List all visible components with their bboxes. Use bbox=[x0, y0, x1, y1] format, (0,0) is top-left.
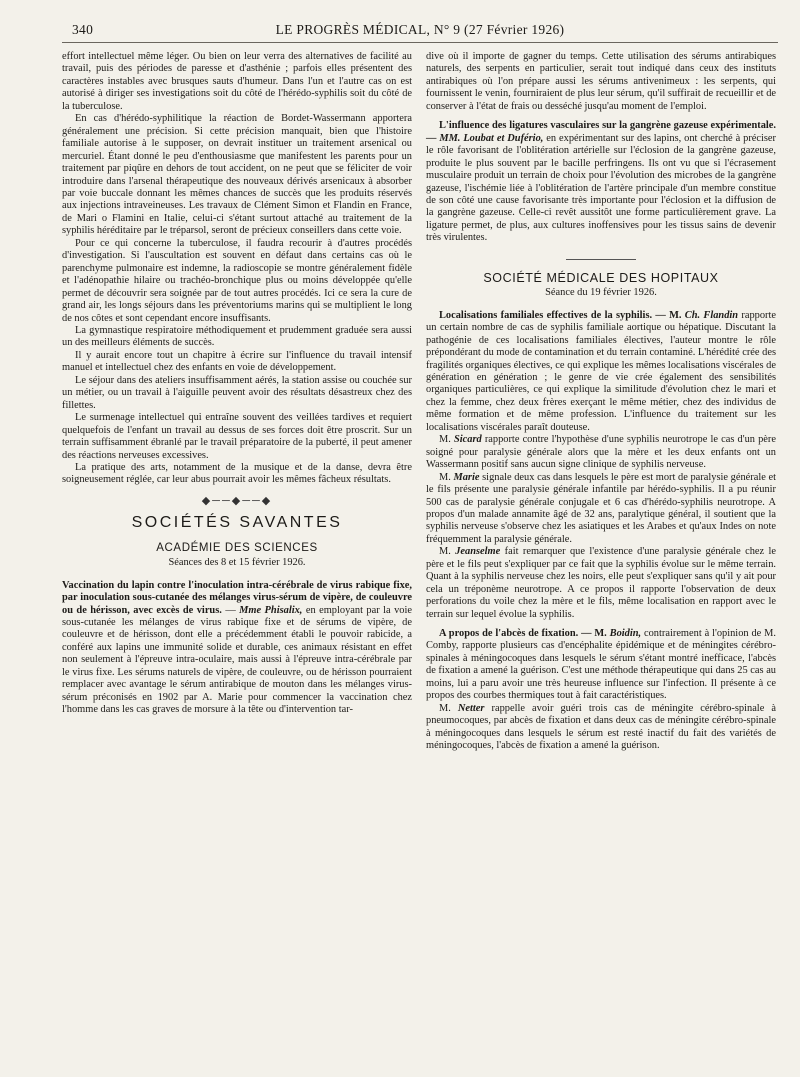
abstract-body: contrairement à l'opinion de M. Comby, rapporte plusieurs cas d'encéphalite épidémique et de méningites cérébro-spinales à méningocoques dans lesquels le sérum s'étant montré inefficace, l'abcès de fixation a amené la guérison. C'est une méthode thérapeutique qui dans 25 cas au moins, lui a paru avoir une très heureuse influence sur l'infection. Il présente à ce propos des courbes thermiques tout à fait caractéristiques. bbox=[426, 628, 776, 702]
abstract-body: fait remarquer que l'existence d'une paralysie générale chez le père et le fils peut s'expliquer par ce fait que la syphilis évolue sur le même terrain. Quant à la syphilis nerveuse chez les noirs, elle peut s'expliquer sans qu'il y ait pour cela un tréponème neurotrope. A ce propos il rapporte l'observation de deux perforations du voile chez la mère et le fils, même localisation en rapport avec le terrain sur lequel évolue la syphilis. bbox=[426, 546, 776, 620]
author-name: Mme Phisalix, bbox=[239, 604, 303, 616]
abstract-marie: M. Marie signale deux cas dans lesquels le père est mort de paralysie générale et le fils présente une paralysie générale infantile par hérédo-syphilis. Il a pu réunir 500 cas de paralysie générale conjugale et 6 cas d'hérédo-syphilis neurotrope. A propos d'un malade annamite âgé de 32 ans, paralytique général, il soutient que la syphilis nerveuse s'observe chez les asiatiques et les Arabes et qu'aux Indes on note fréquemment la paralysie générale. bbox=[426, 471, 776, 545]
abstract-title: A propos de l'abcès de fixation. — M. bbox=[439, 628, 610, 640]
abstract-title: Localisations familiales effectives de la syphilis. — M. bbox=[439, 309, 685, 321]
abstract-title: Vaccination du lapin contre l'inoculation intra-cérébrale de virus rabique fixe, par inoculation sous-cutanée des mélanges virus-sérum de vipère, de couleuvre ou de hérisson, avec excès de virus. bbox=[62, 579, 412, 616]
page-number: 340 bbox=[72, 22, 94, 37]
paragraph: dive où il importe de gagner du temps. Cette utilisation des sérums antirabiques naturels, des serpents en particulier, serait tout indiqué dans ceux des instituts antirabiques où l'on prépare aussi les sérums antivenimeux : les serpents, qui fournissent le venin, fourniraient de plus leur sérum, qu'il suffirait de recueillir et de conserver à l'état de frais ou desséché jusqu'au moment de l'emploi. bbox=[426, 51, 776, 112]
author-name: Boidin, bbox=[609, 628, 642, 640]
section-title: SOCIÉTÉS SAVANTES bbox=[131, 514, 343, 532]
paragraph: La pratique des arts, notamment de la musique et de la danse, devra être soigneusement réglée, car leur abus pourrait avoir les mêmes fâcheux résultats. bbox=[62, 461, 412, 486]
abstract-localisations bbox=[426, 310, 776, 435]
session-date: Séances des 8 et 15 février 1926. bbox=[168, 557, 306, 569]
running-header bbox=[62, 20, 778, 43]
abstract-jeanselme: M. Jeanselme fait remarquer que l'existence d'une paralysie générale chez le père et le fils peut s'expliquer par ce fait que la syphilis évolue sur le même terrain. Quant à la syphilis nerveuse chez les noirs, elle peut s'expliquer sans qu'il y ait pour cela un tréponème neurotrope. A ce propos il rapporte l'observation de deux perforations du voile chez la mère et le fils, même localisation en rapport avec le terrain sur lequel évolue la syphilis. bbox=[426, 546, 776, 620]
abstract-body: signale deux cas dans lesquels le père est mort de paralysie générale et le fils présente une paralysie générale infantile par hérédo-syphilis. Il a pu réunir 500 cas de paralysie générale conjugale et 6 cas d'hérédo-syphilis neurotrope. A propos d'un malade annamite âgé de 32 ans, paralytique général, il soutient que la syphilis nerveuse s'observe chez les asiatiques et les Arabes et qu'aux Indes on note fréquemment la paralysie générale. bbox=[426, 471, 776, 545]
divider bbox=[566, 259, 636, 260]
author-name: Netter bbox=[457, 702, 485, 714]
abstract-body: rapporte un certain nombre de cas de syphilis familiale aortique ou hépatique. Discutant la pathogénie de ces localisations familiales électives, l'auteur montre le rôle prépondérant du mode de contamination et du terrain contaminé. L'hérédité crée des fragilités organiques électives, ce qui explique les mêmes localisations viscérales de génération en génération ; le genre de vie crée également des sensibilités organiques particulières, ce qui explique la similitude d'évolution chez le mari et chez la femme, chez deux frères exerçant le même métier, chez des individus de même formation et de même profession. L'influence du traitement sur les localisations viscérales paraît douteuse. bbox=[426, 309, 777, 433]
subsection-title: SOCIÉTÉ MÉDICALE DES HOPITAUX bbox=[483, 270, 719, 285]
abstract-body: rappelle avoir guéri trois cas de méningite cérébro-spinale à pneumocoques, par abcès de fixation et dans deux cas de méningite cérébro-spinale à méningocoques dans lesquels le sérum est resté inactif du fait des variétés de méningocoques, l'abcès de fixation a amené la guérison. bbox=[426, 702, 776, 752]
abstract-fixation bbox=[426, 628, 776, 703]
author-name: Sicard bbox=[453, 434, 482, 446]
paragraph: Il y aurait encore tout un chapitre à écrire sur l'influence du travail intensif manuel et intellectuel chez des enfants en voie de développement. bbox=[62, 349, 412, 374]
subsection-title: ACADÉMIE DES SCIENCES bbox=[156, 541, 318, 554]
abstract-body: en employant par la voie sous-cutanée les mélanges de virus rabique fixe et de sérums de vipère, de couleuvre et de hérisson, dont elle a précédemment établi le pouvoir rabicide, a conféré aux lapins une immunité solide et durable, ces animaux résistant en effet non seulement à l'épreuve intra-oculaire, mais aussi à l'épreuve intra-cérébrale par le virus fixe. Les sérums naturels de vipère, de couleuvre, ou de hérisson pourraient remplacer avec avantage le sérum antirabique de mouton dans les mélanges virus-sérum préconisés en 1902 par A. Marie pour commencer la vaccination chez l'homme dans les cas graves de morsure à la tête ou d'intervention tar- bbox=[62, 604, 412, 716]
author-name: MM. Loubat et Dufério, bbox=[439, 132, 544, 144]
journal-title: LE PROGRÈS MÉDICAL, N° 9 (27 Février 1926) bbox=[275, 22, 565, 37]
author-name: Ch. Flandin bbox=[684, 309, 739, 321]
abstract-gangrene bbox=[426, 120, 776, 245]
session-date: Séance du 19 février 1926. bbox=[545, 287, 657, 299]
abstract-netter: M. Netter rappelle avoir guéri trois cas de méningite cérébro-spinale à pneumocoques, par abcès de fixation et dans deux cas de méningite cérébro-spinale à méningocoques dans lesquels le sérum est resté inactif du fait des variétés de méningocoques, l'abcès de fixation a amené la guérison. bbox=[426, 702, 776, 752]
abstract-vaccination: Vaccination du lapin contre l'inoculation intra-cérébrale de virus rabique fixe, par inoculation sous-cutanée des mélanges virus-sérum de vipère, de couleuvre ou de hérisson, avec excès de virus. — Mme Phisalix, en employant par la voie sous-cutanée les mélanges de virus rabique fixe et de sérums de vipère, de couleuvre et de hérisson, dont elle a précédemment établi le pouvoir rabicide, a conféré aux lapins une immunité solide et durable, ces animaux résistant en effet non seulement à l'épreuve intra-oculaire, mais aussi à l'épreuve intra-cérébrale par le virus fixe. Les sérums naturels de vipère, de couleuvre, ou de hérisson pourraient remplacer avec avantage le sérum antirabique de mouton dans les mélanges virus-sérum préconisés en 1902 par A. Marie pour commencer la vaccination chez l'homme dans les cas graves de morsure à la tête ou d'intervention tar- bbox=[62, 579, 412, 716]
paragraph: Le surmenage intellectuel qui entraîne souvent des veillées tardives et requiert quelquefois de l'enfant un travail au dessus de ses forces doit être proscrit. Sur un terrain suffisamment ébranlé par le travail préparatoire de la puberté, il peut amener des réactions nerveuses excessives. bbox=[62, 412, 412, 461]
paragraph: En cas d'hérédo-syphilitique la réaction de Bordet-Wassermann apportera généralement une précision. Si cette précision manquait, bien que l'histoire familiale autorise à le supposer, on devrait instituer un traitement arsenical ou mercuriel. Étant donné le peu d'enthousiasme que manifestent les parents pour un traitement par piqûre en dehors de tout accident, on ne peut que se féliciter de voir introduire dans l'arsenal thérapeutique des nouveaux dérivés arsenicaux à absorber par voie buccale donnant les mêmes chances de succès que les produits réservés aux injections intraveineuses. Les travaux de Clément Simon et Flandin en France, de Mari o Flamini en Italie, celui-ci s'étant surtout attaché au traitement de la syphilis héréditaire par le tréparsol, seront de précieux conseillers dans cette voie. bbox=[62, 113, 412, 237]
right-column bbox=[426, 51, 776, 753]
author-name: Jeanselme bbox=[455, 546, 501, 558]
abstract-body: rapporte contre l'hypothèse d'une syphilis neurotrope le cas d'un père soigné pour paralysie générale alors que la mère et les deux enfants ont un Wassermann positif sans aucun signe clinique de syphilis nerveuse. bbox=[426, 434, 776, 471]
abstract-sicard: M. Sicard rapporte contre l'hypothèse d'une syphilis neurotrope le cas d'un père soigné pour paralysie générale alors que la mère et les deux enfants ont un Wassermann positif sans aucun signe clinique de syphilis nerveuse. bbox=[426, 434, 776, 471]
paragraph: effort intellectuel même léger. Ou bien on leur verra des alternatives de facilité au travail, puis des périodes de paresse et d'asthénie ; parfois elles présentent des caractères instables avec brusques sauts d'humeur. Dans l'un et l'autre cas on est autorisé à diriger ses investigations soit du côté de l'hérédo-syphilis soit du côté de la tuberculose. bbox=[62, 51, 412, 112]
paragraph: La gymnastique respiratoire méthodiquement et prudemment graduée sera aussi un des meilleurs éléments de succès. bbox=[62, 324, 412, 349]
abstract-title: L'influence des ligatures vasculaires sur la gangrène gazeuse expérimentale. — bbox=[426, 120, 776, 144]
paragraph: Le séjour dans des ateliers insuffisamment aérés, la station assise ou couchée sur un métier, ou un travail à l'aiguille peuvent avoir des résultats désastreux chez des fillettes. bbox=[62, 374, 412, 411]
ornament-divider: ◆──◆──◆ bbox=[201, 494, 273, 507]
paragraph: Pour ce qui concerne la tuberculose, il faudra recourir à d'autres procédés d'investigation. Si l'auscultation est souvent en défaut dans certains cas où le parenchyme pulmonaire est indemne, la radioscopie se montre généralement fidèle et l'adénopathie hilaire ou trachéo-bronchique plus ou moins développée qu'elle permet de découvrir sera soignée par de tout autres procédés. Ici ce sera la cure de grand air, les longs séjours dans les préventoriums marins qui se multiplient le long de nos côtes et sont cependant encore insuffisants. bbox=[62, 237, 412, 324]
two-column-body bbox=[62, 51, 778, 753]
author-name: Marie bbox=[453, 471, 480, 483]
abstract-body: en expérimentant sur des lapins, ont cherché à préciser le rôle favorisant de l'oblitération artérielle sur l'éclosion de la gangrène gazeuse, produite le plus souvent par le bacille perfringens. Ils ont vu que si l'écrasement musculaire produit un terrain de choix pour l'évolution des microbes de la gangrène gazeuse, l'ischémie liée à l'oblitération de l'artère principale d'un membre constitue de son côté une cause favorisante très importante pour l'éclosion et la diffusion de la gangrène gazeuse. Celle-ci revêt aussitôt une forme particulièrement grave. La ligature permet, de plus, aux cultures inoffensives pour les tissus sains de devenir très virulentes. bbox=[426, 132, 777, 244]
left-column bbox=[62, 51, 412, 753]
